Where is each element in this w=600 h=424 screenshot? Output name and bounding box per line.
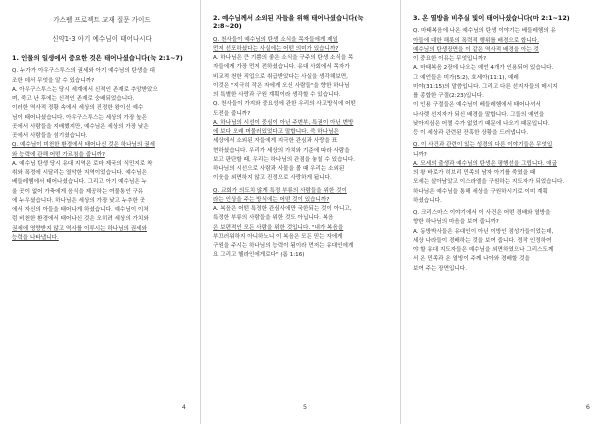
text-line: 아들에 대한 해롯의 폭력적 행위를 배경으로 합니다. [413, 37, 539, 44]
text-line: 향한 하나님의 마음을 보여 줍니까? [413, 219, 499, 226]
text-line: Q. 예수님이 미천한 환경에서 태어나신 것은 하나님의 권세 [12, 142, 155, 149]
text-line: 곳에서 사람들을 지배했지만, 예수님은 세상의 가장 낮은 [12, 123, 149, 130]
text-line: 취와 폭정에 시달리는 열악한 지역이었습니다. 예수님은 [12, 170, 147, 177]
text-line: 의 특별한 사랑과 구원 계획이라 생각할 수 있습니다. [213, 92, 341, 99]
text-line: Q. 천사들이 가지와 중요성에 관한 우리의 사고방식에 어떤 [213, 101, 356, 108]
section-title: 3. 온 열방을 비추실 빛이 태어나셨습니다(마 2:1~12) [413, 14, 570, 22]
text-line: 비교적 천한 직업으로 취급받았다는 사실을 생각해보면, [213, 73, 348, 80]
text-line: 며, 죽고 난 후에는 신격인 존재로 숭배되었습니다. [12, 96, 135, 103]
text-line: 이 인용 구절들은 예수님이 베들레헴에서 태어나셔서 [413, 102, 541, 109]
section-title: 1. 인물의 일생에서 중요한 것은 태어나셨습니다(눅 2:1~7) [12, 54, 183, 62]
text-line: A. 예수님 탄생 당시 유대 지역은 로마 제국의 식민지로 착 [12, 160, 153, 167]
text-line: A. 동방박사들은 유대인이 아닌 이방인 점성가들이었는데, [413, 228, 554, 235]
text-line: 은 보편적인 모든 사람을 위한 것입니다. "내가 복음을 [213, 224, 344, 231]
text-line: 특정한 부류의 사람들을 위한 것도 아닙니다. 복음 [213, 215, 334, 222]
text-line: 럼 비천한 환경에서 태어나신 것은 오히려 세상의 가치와 [12, 216, 149, 223]
text-line: 모세는 살아남았고 이스라엘을 구원하는 지도자가 되었습니다. [413, 179, 565, 186]
text-line: 니까? [413, 151, 427, 158]
text-line: 먼저 선포하셨다는 사실에는 어떤 의미가 있습니까? [213, 45, 339, 52]
text-line: 곳에서 사람들을 섬기셨습니다. [12, 133, 88, 140]
text-line: 와 능력에 관해 어떤 가르침을 줍니까? [12, 151, 105, 158]
text-line: 부끄러워하지 아니하노니 이 복음은 모든 믿는 자에게 [213, 233, 343, 240]
text-line: 나사렛 선지자가 되신 배경을 말합니다. 그들의 예언을 [413, 111, 545, 118]
text-line: 에 보다 오래 머물러있었다고 말합니다. 즉 하나님은 [213, 129, 339, 136]
text-line: 라는 인상을 주는 방식에는 어떤 것이 있습니까? [213, 196, 330, 203]
text-line: 에 누우셨습니다. 하나님은 세상의 가장 낮고 누추한 곳 [12, 197, 146, 204]
text-line: 보여 주는 장면입니다. [413, 265, 467, 272]
text-line: 자들에게 가장 먼저 전하셨습니다. 유대 사회에서 목자가 [213, 64, 350, 71]
section-title: 2. 예수님께서 소외된 자들을 위해 태어나셨습니다(눅 2:8~20) [213, 14, 364, 31]
lesson-title: 신약1-3 아기 예수님이 태어나시다 [52, 35, 152, 43]
page-number: 4 [181, 403, 186, 411]
text-line: 를 종합한 구절(2:23)입니다. [413, 93, 484, 100]
text-line: Q. 크리스마스 이야기에서 이 사건은 어떤 경배와 열방을 [413, 210, 551, 217]
text-line: 등 이 세상과 관련된 잔혹한 상황을 드러냅니다. [413, 130, 529, 137]
text-line: 야 할 유대 지도자들은 예수님을 외면하였으나 그리스도께 [413, 247, 554, 254]
text-line: 도전을 줍니까? [213, 110, 251, 117]
page-body [12, 67, 192, 243]
document-header: 가스펠 프로젝트 교재 질문 가이드 [53, 16, 151, 24]
text-line: 하나님의 시선으로 사람과 사물을 볼 때 우리는 소외된 [213, 166, 345, 173]
text-line: 에서 자신의 아들을 태어나게 하셨습니다. 예수님이 이처 [12, 207, 149, 214]
text-line: 낮아지심은 어쩔 수가 없었기 때문에 나오기 때문입니다. [413, 120, 550, 127]
text-line: 서 온 민족과 온 열방이 주께 나아와 경배할 것을 [413, 256, 530, 263]
text-line: 님이 태어나셨습니다. 아우구스투스는 세상의 가장 높은 [12, 114, 147, 121]
text-line: A. 복음은 어떤 특정한 관심사에만 국한되는 것이 아니고, [213, 206, 352, 213]
text-line: 울 곳이 없어 가축에게 음식을 제공하는 여물통인 구유 [12, 188, 144, 195]
text-line: Q. 천사들이 예수님의 탄생 소식을 목자들에게 제일 [213, 36, 338, 43]
text-line: 이러한 역사적 정황 속에서 세상의 진정한 왕이신 예수 [12, 105, 144, 112]
text-line: A. 모세의 출생과 예수님의 탄생은 평행선을 그립니다. 애굽 [413, 160, 558, 167]
text-line: 권세에 영향받지 않고 역사를 이루시는 하나님의 권세와 [12, 225, 147, 232]
text-line: 이 중요한 이유는 무엇입니까? [413, 56, 487, 63]
text-line: 능력을 나타냅니다. [12, 234, 59, 241]
text-line: Q. 이 사건과 관련이 있는 성경의 다른 이야기들은 무엇입 [413, 142, 553, 149]
text-line: A. 하나님의 시선이 중심이 아닌 주변부, 특권이 아닌 변방 [213, 119, 354, 126]
text-line: Q. 교회가 의도치 않게 특정 부류의 사람들을 위한 것이 [213, 187, 347, 194]
text-line: 세상에서 소외된 자들에게 지극한 관심과 사랑을 표 [213, 138, 338, 145]
text-line: 조한 데서 무엇을 알 수 있습니까? [12, 77, 95, 84]
text-line: 하셨습니다. [413, 197, 442, 204]
text-line: Q. 누가가 아우구스투스의 권세와 아기 예수님의 탄생을 대 [12, 68, 155, 75]
text-line: 그 예언들은 미가(5:2), 호세아(11:1), 예레 [413, 74, 519, 81]
text-line: A. 아우구스투스는 당시 세계에서 신적인 존재로 추앙받았으 [12, 86, 158, 93]
text-line: Q. 마태복음에 나온 예수님의 탄생 이야기는 베들레헴의 유 [413, 28, 556, 35]
text-line: 이것은 "지극히 작은 자에게 오신 사람들"을 향한 하나님 [213, 82, 350, 89]
page-number: 6 [585, 403, 590, 411]
page-body [413, 27, 592, 274]
text-line: 베들레헴에서 태어나셨습니다. 그리고 아기 예수님은 누 [12, 179, 147, 186]
text-line: 요 그리고 헬라인에게로다" (롬 1:16) [213, 252, 305, 259]
text-line: 구원을 주시는 하나님의 능력이 됨이라 먼저는 유대인에게 [213, 243, 354, 250]
page-5 [200, 0, 400, 424]
text-line: 보고 판단할 때, 우리는 하나님의 관점을 놓칠 수 있습니다. [213, 156, 356, 163]
text-line: 예수님의 탄생장면을 이 같은 역사적 배경을 아는 것 [413, 46, 539, 53]
text-line: A. 마태복음 2장에 나오는 예언 4개가 인용되어 있습니다. [413, 65, 554, 72]
text-line: 미야(31:15)의 말씀입니다. 그리고 다른 선지자들의 메시지 [413, 83, 558, 90]
page-6 [400, 0, 600, 424]
text-line: 세상 나라들이 경배하는 것을 보여 줍니다. 정작 인정하여 [413, 237, 552, 244]
text-line: 의 왕 바로가 히브리 민족의 남자 아기를 죽였을 때 [413, 170, 536, 177]
text-line: 현하셨습니다. 우리가 세상의 가치와 기준에 따라 사람을 [213, 147, 350, 154]
page-body [213, 36, 392, 261]
text-line: A. 하나님은 큰 기쁨의 좋은 소식을 구주의 탄생 소식을 목 [213, 55, 354, 62]
text-line: 이웃을 외면하지 않고 진정으로 사랑하게 됩니다. [213, 175, 332, 182]
text-line: 하나님은 예수님을 통해 세상을 구원하시기로 이미 계획 [413, 188, 548, 195]
page-number: 5 [303, 403, 308, 411]
page-4 [0, 0, 200, 424]
